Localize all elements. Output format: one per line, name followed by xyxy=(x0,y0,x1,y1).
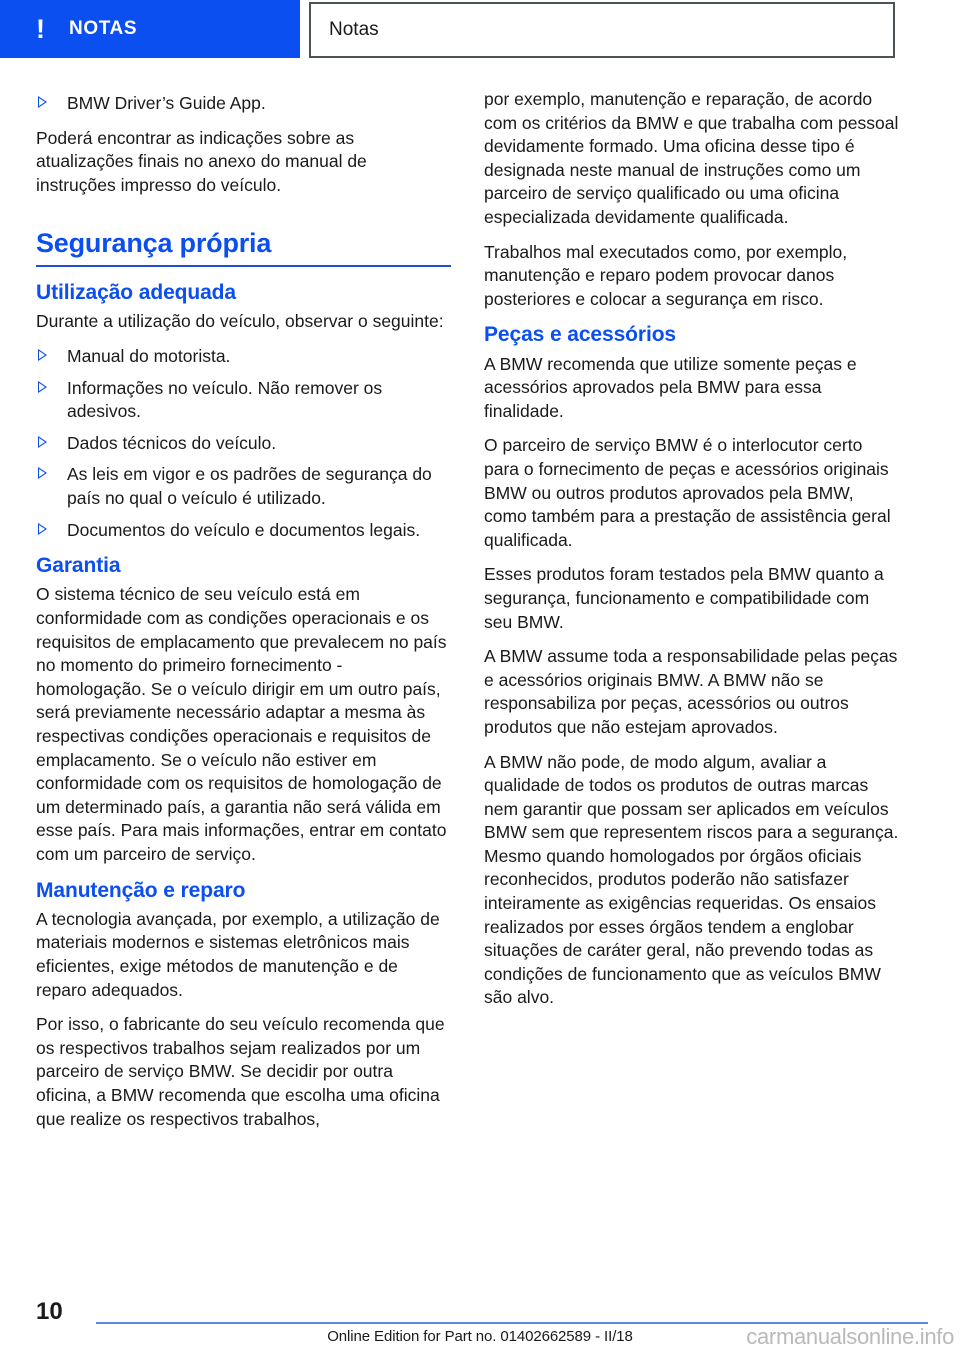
pecas-paragraph-4: A BMW assume toda a responsabilidade pelas peças e acessórios originais BMW. A BMW não se responsabiliza por peças, acessórios ou outros produtos que não estejam aprovados. xyxy=(484,646,898,737)
triangle-bullet-icon xyxy=(38,96,47,108)
list-item xyxy=(36,519,451,543)
list-item xyxy=(36,92,451,116)
utilizacao-lead-paragraph: Durante a utilização do veículo, observar o seguinte: xyxy=(36,311,444,332)
note-box-label: Notas xyxy=(329,19,379,40)
page-title: Segurança própria xyxy=(36,228,272,259)
intro-bullet-list xyxy=(36,92,451,116)
intro-paragraph: Poderá encontrar as indicações sobre as atualizações finais no anexo do manual de instruções impresso do veículo. xyxy=(36,127,367,195)
list-item-label: Informações no veículo. Não remover os adesivos. xyxy=(67,377,383,422)
list-item xyxy=(36,432,451,456)
list-item-label: As leis em vigor e os padrões de segurança do país no qual o veículo é utilizado. xyxy=(67,464,432,509)
subsection-title-utilizacao: Utilização adequada xyxy=(36,281,236,305)
note-tab xyxy=(0,0,300,58)
continuation-paragraph-1: por exemplo, manutenção e reparação, de acordo com os critérios da BMW e que trabalha com pessoal devidamente formado. Uma oficina desse tipo é designada neste manual de instruções como um parceiro de serviço qualificado ou uma oficina especializada devidamente qualificada. xyxy=(484,89,899,227)
manutencao-paragraph-1: A tecnologia avançada, por exemplo, a utilização de materiais modernos e sistemas eletrônicos mais eficientes, exige métodos de manutenção e de reparo adequados. xyxy=(36,908,440,1000)
triangle-bullet-icon xyxy=(38,467,47,479)
garantia-paragraph-1: O sistema técnico de seu veículo está em conformidade com as condições operacionais e os requisitos de emplacamento que prevalecem no país no momento do primeiro fornecimento - homologação. Se o veículo dirigir em um outro país, será previamente necessário adaptar a mesma às respectivas condições operacionais e requisitos de emplacamento. Se o veículo não estiver em conformidade com os requisitos de homologação de um determinado país, a garantia não será válida em esse país. Para mais informações, entrar em contato com um parceiro de serviço. xyxy=(36,584,447,865)
edition-note: Online Edition for Part no. 01402662589 - II/18 xyxy=(327,1328,633,1345)
note-header xyxy=(0,0,960,62)
triangle-bullet-icon xyxy=(38,381,47,393)
note-box xyxy=(309,2,895,58)
page-number: 10 xyxy=(36,1298,63,1325)
subsection-title-pecas: Peças e acessórios xyxy=(484,323,677,347)
utilizacao-bullet-list xyxy=(36,345,451,542)
note-tab-label: NOTAS xyxy=(69,18,138,39)
pecas-paragraph-2: O parceiro de serviço BMW é o interlocutor certo para o fornecimento de peças e acessórios originais BMW ou outros produtos aprovados pela BMW, como também para a prestação de assistência geral qualificada. xyxy=(484,435,891,550)
list-item-label: Manual do motorista. xyxy=(67,346,231,367)
list-item xyxy=(36,345,451,369)
triangle-bullet-icon xyxy=(38,523,47,535)
manutencao-paragraph-2: Por isso, o fabricante do seu veículo recomenda que os respectivos trabalhos sejam realizados por um parceiro de serviço BMW. Se decidir por outra oficina, a BMW recomenda que escolha uma oficina que realize os respectivos trabalhos, xyxy=(36,1014,445,1129)
subsection-title-manutencao: Manutenção e reparo xyxy=(36,878,246,902)
list-item xyxy=(36,377,451,424)
section-title-rule xyxy=(36,265,451,267)
subsection-title-garantia: Garantia xyxy=(36,554,121,578)
triangle-bullet-icon xyxy=(38,349,47,361)
right-column xyxy=(484,88,899,1021)
pecas-paragraph-1: A BMW recomenda que utilize somente peças e acessórios aprovados pela BMW para essa finalidade. xyxy=(484,353,857,421)
left-column xyxy=(36,88,451,1142)
continuation-paragraph-2: Trabalhos mal executados como, por exemplo, manutenção e reparo podem provocar danos posteriores e colocar a segurança em risco. xyxy=(484,241,848,309)
list-item-label: Dados técnicos do veículo. xyxy=(67,432,277,453)
watermark: carmanualsonline.info xyxy=(746,1324,954,1349)
list-item-label: Documentos do veículo e documentos legais. xyxy=(67,519,421,540)
list-item-label: BMW Driver’s Guide App. xyxy=(67,93,266,113)
pecas-paragraph-5: A BMW não pode, de modo algum, avaliar a qualidade de todos os produtos de outras marcas nem garantir que possam ser aplicados em veículos BMW sem que representem riscos para a segurança. Mesmo quando homologados por órgãos oficiais reconhecidos, produtos poderão não satisfazer inteiramente as exigências requeridas. Os ensaios realizados por esses órgãos tendem a englobar situações de caráter geral, não prevendo todas as condições de funcionamento que as veículos BMW são alvo. xyxy=(484,751,899,1008)
exclamation-icon: ! xyxy=(36,13,45,44)
pecas-paragraph-3: Esses produtos foram testados pela BMW quanto a segurança, funcionamento e compatibilidade com seu BMW. xyxy=(484,564,884,632)
list-item xyxy=(36,463,451,510)
page-footer xyxy=(0,1290,960,1362)
triangle-bullet-icon xyxy=(38,436,47,448)
